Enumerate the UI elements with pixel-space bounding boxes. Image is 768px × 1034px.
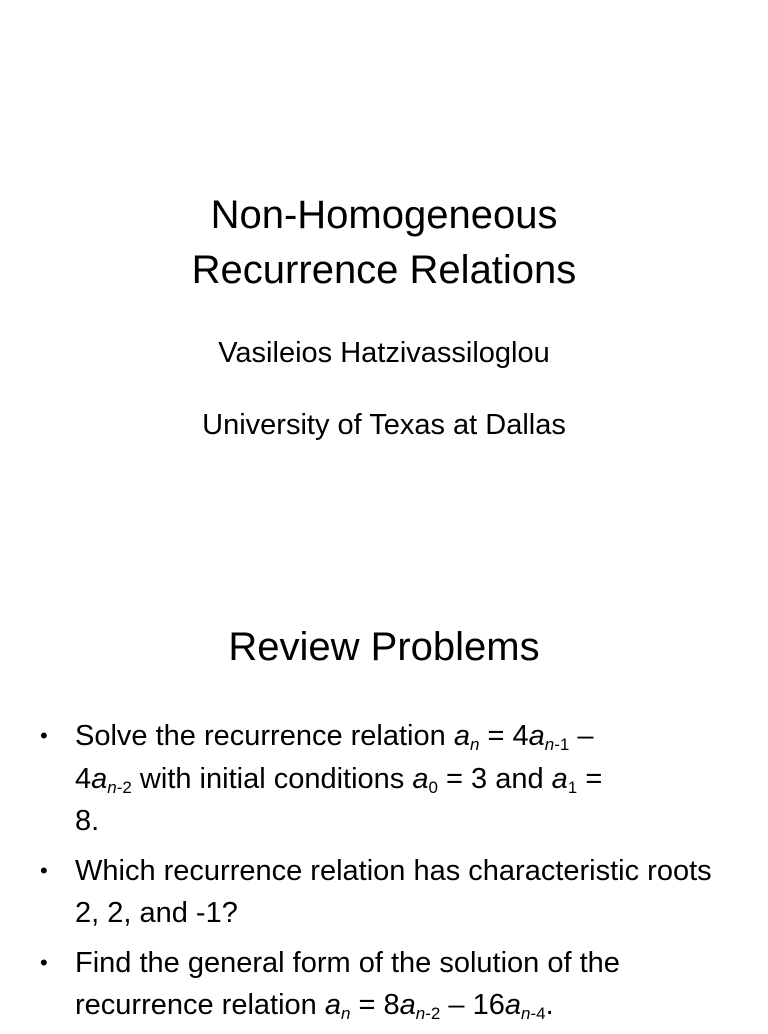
b3-var-a-3: a xyxy=(504,989,522,1021)
b1-var-a-2: a xyxy=(528,720,545,752)
title-line-1: Non-Homogeneous xyxy=(210,193,558,237)
bullet-list xyxy=(40,715,740,1034)
b1-four: 4 xyxy=(75,762,92,795)
b1-dash: – xyxy=(569,720,594,752)
b3-var-a-2: a xyxy=(399,989,416,1021)
bullet-item-3 xyxy=(40,942,740,1027)
affiliation: University of Texas at Dallas xyxy=(202,409,566,441)
b1-sub-n-1 xyxy=(545,735,570,754)
b1-sub-n-2-var: n xyxy=(107,777,117,797)
b1-sub-n-2-num: -2 xyxy=(116,777,132,797)
b1-text-4: = xyxy=(577,762,603,795)
b1-text-1: Solve the recurrence relation xyxy=(75,720,454,752)
b2-text: Which recurrence relation has characteristic roots 2, 2, and -1? xyxy=(75,854,712,929)
b1-sub-n xyxy=(470,735,479,754)
b1-eq: = 4 xyxy=(479,720,529,752)
b1-sub-0: 0 xyxy=(428,777,438,797)
b3-sub-n-2-num: -2 xyxy=(425,1004,441,1023)
b3-sub-n-2-var: n xyxy=(415,1004,426,1023)
b1-sub-n-1-var: n xyxy=(544,735,555,754)
b3-sub-n-2 xyxy=(416,1004,441,1023)
b1-var-a-3: a xyxy=(91,762,108,795)
b3-end: . xyxy=(545,989,554,1021)
b1-sub-n-var: n xyxy=(469,735,480,754)
b3-var-a: a xyxy=(324,989,341,1021)
bullet-item-1 xyxy=(40,715,740,843)
b1-var-a: a xyxy=(453,720,470,752)
b3-sub-n-4 xyxy=(521,1004,546,1023)
b1-text-3: = 3 and xyxy=(437,762,552,795)
b3-sub-n-4-num: -4 xyxy=(530,1004,546,1023)
slide-title xyxy=(0,0,768,512)
b1-text-2: with initial conditions xyxy=(131,762,413,795)
bullet-item-2 xyxy=(40,850,740,935)
b1-sub-n-2 xyxy=(107,778,132,797)
bullet-marker: • xyxy=(40,949,48,975)
b1-sub-n-1-num: -1 xyxy=(554,735,570,754)
author-name: Vasileios Hatzivassiloglou xyxy=(218,337,550,369)
b1-var-a-4: a xyxy=(412,762,429,795)
b3-dash: – 16 xyxy=(440,989,505,1021)
b3-text-1: Find the general form of the solution of the recurrence relation xyxy=(75,946,620,1021)
b3-eq: = 8 xyxy=(350,989,400,1021)
b1-var-a-5: a xyxy=(551,762,568,795)
b1-sub-1: 1 xyxy=(567,777,578,797)
bullet-marker: • xyxy=(40,857,48,883)
review-title: Review Problems xyxy=(228,625,540,669)
bullet-marker: • xyxy=(40,723,48,748)
title-line-2: Recurrence Relations xyxy=(191,248,577,292)
b3-sub-n-4-var: n xyxy=(521,1004,531,1023)
slide-title-heading xyxy=(0,188,768,298)
b3-sub-n-var: n xyxy=(340,1004,351,1023)
b1-text-5: 8. xyxy=(75,805,100,837)
slide-review xyxy=(0,512,768,1024)
